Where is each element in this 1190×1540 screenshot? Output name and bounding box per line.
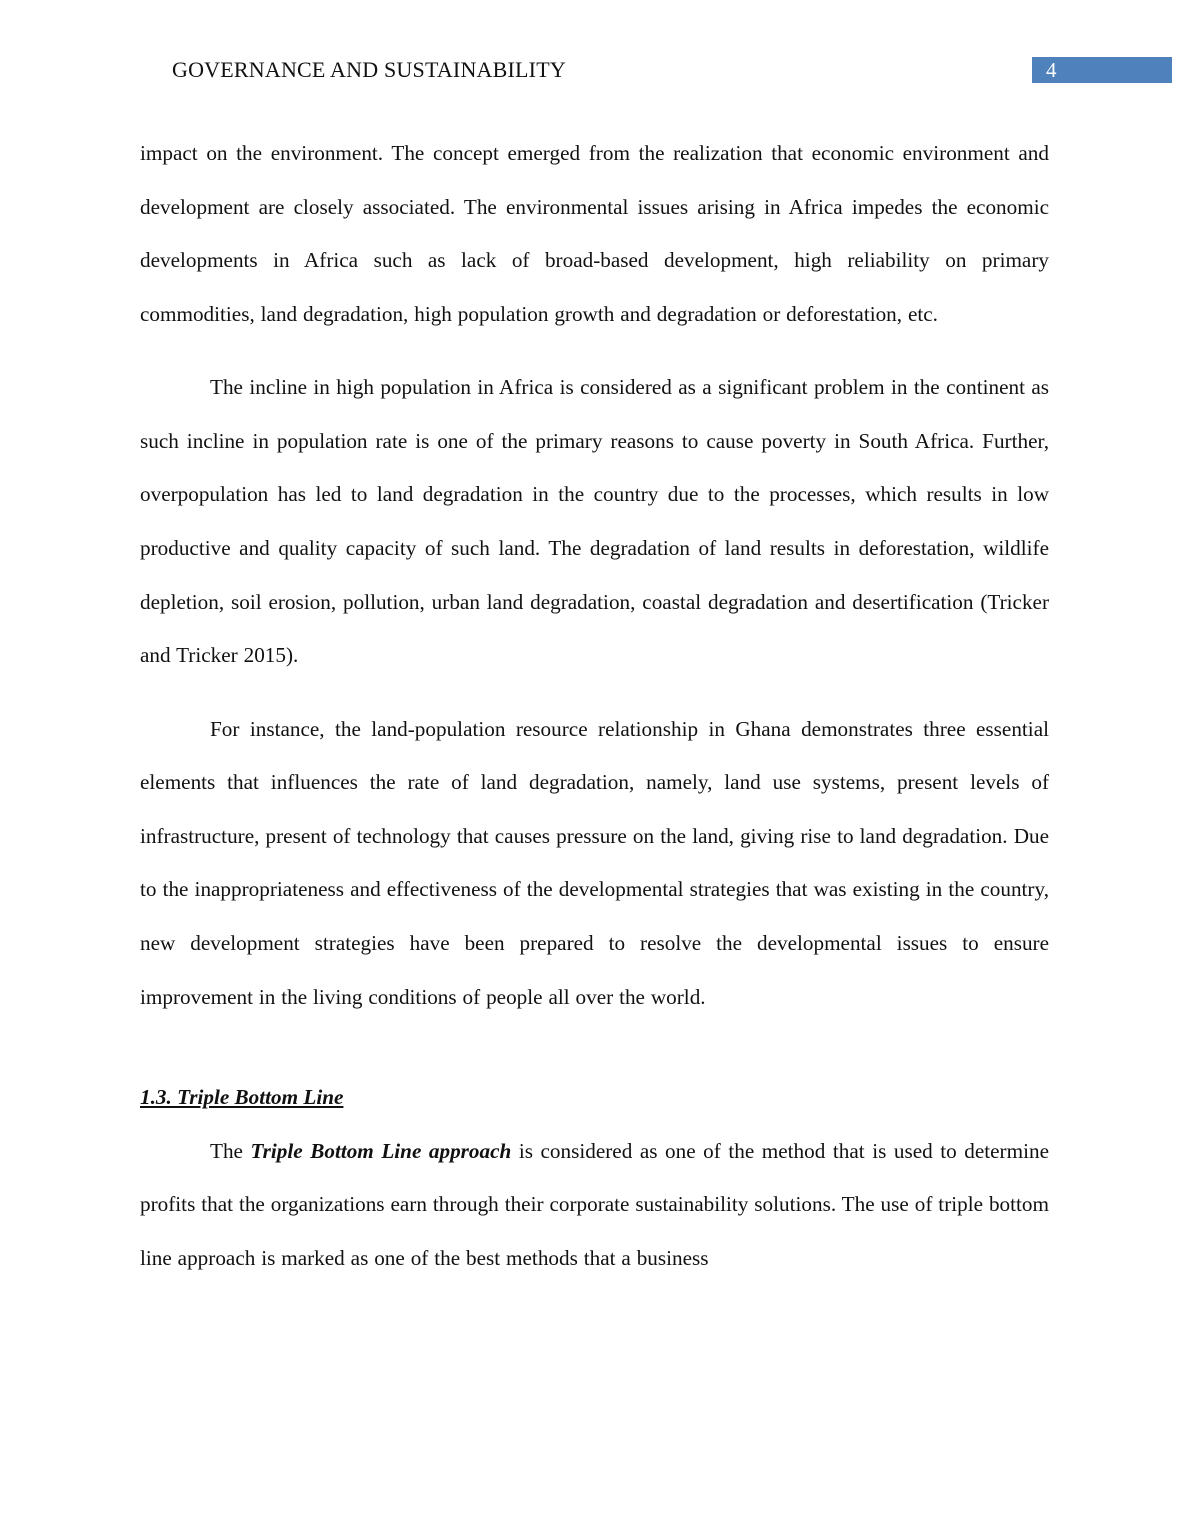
section-intro-word: The (210, 1138, 243, 1163)
section-paragraph (140, 1125, 1049, 1286)
section-paragraph-text: is considered as one of the method that is used to determine profits that the organizations earn through their corporate sustainability solutions. The use of triple bottom line approach is marked as one of the best methods that a business (140, 1138, 1049, 1270)
page-number-box (1032, 57, 1172, 83)
body-paragraph-1: impact on the environment. The concept emerged from the realization that economic environment and development are closely associated. The environmental issues arising in Africa impedes the economic developments in Africa such as lack of broad-based development, high reliability on primary commodities, land degradation, high population growth and degradation or deforestation, etc. (140, 141, 1049, 326)
document-body (140, 127, 1049, 1305)
running-header-title: GOVERNANCE AND SUSTAINABILITY (172, 57, 566, 82)
body-paragraph-2: The incline in high population in Africa is considered as a significant problem in the continent as such incline in population rate is one of the primary reasons to cause poverty in South Africa. Further, overpopulation has led to land degradation in the country due to the processes, which results in low productive and quality capacity of such land. The degradation of land results in deforestation, wildlife depletion, soil erosion, pollution, urban land degradation, coastal degradation and desertification (Tricker and Tricker 2015). (140, 375, 1049, 668)
section-heading: 1.3. Triple Bottom Line (140, 1085, 344, 1110)
section-key-term: Triple Bottom Line approach (250, 1138, 512, 1163)
page-number: 4 (1046, 58, 1057, 82)
body-paragraph-3: For instance, the land-population resource relationship in Ghana demonstrates three essential elements that influences the rate of land degradation, namely, land use systems, present levels of infrastructure, present of technology that causes pressure on the land, giving rise to land degradation. Due to the inappropriateness and effectiveness of the developmental strategies that was existing in the country, new development strategies have been prepared to resolve the developmental issues to ensure improvement in the living conditions of people all over the world. (140, 716, 1049, 1009)
